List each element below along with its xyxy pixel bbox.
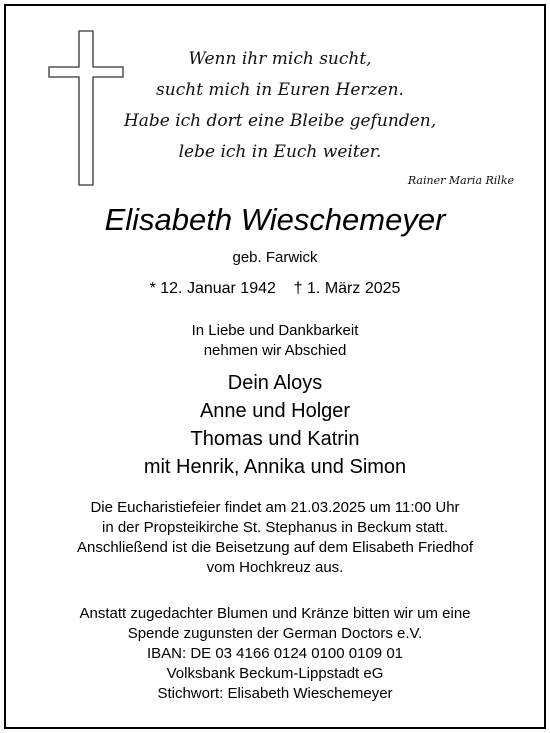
mourner: Thomas und Katrin xyxy=(190,428,360,450)
poem-author: Rainer Maria Rilke xyxy=(407,174,514,187)
mourners-list xyxy=(0,369,550,481)
maiden-name: geb. Farwick xyxy=(232,249,318,266)
donation-line: Volksbank Beckum-Lippstadt eG xyxy=(166,665,384,682)
service-line: in der Propsteikirche St. Stephanus in Beckum statt. xyxy=(101,519,448,536)
donation-line: IBAN: DE 03 4166 0124 0100 0109 01 xyxy=(146,645,404,662)
donation-line: Stichwort: Elisabeth Wieschemeyer xyxy=(157,685,393,702)
donation-line: Anstatt zugedachter Blumen und Kränze bitten wir um eine xyxy=(79,605,471,622)
life-dates: * 12. Januar 1942 † 1. März 2025 xyxy=(149,280,401,297)
service-line: Anschließend ist die Beisetzung auf dem Elisabeth Friedhof xyxy=(76,539,474,556)
service-info xyxy=(0,498,550,578)
farewell-text xyxy=(0,321,550,361)
donation-info xyxy=(0,604,550,704)
service-line: vom Hochkreuz aus. xyxy=(206,559,344,576)
farewell-line: In Liebe und Dankbarkeit xyxy=(191,322,359,339)
poem-line: Habe ich dort eine Bleibe gefunden, xyxy=(123,111,437,131)
poem xyxy=(100,44,460,168)
poem-line: Wenn ihr mich sucht, xyxy=(188,49,372,69)
deceased-name: Elisabeth Wieschemeyer xyxy=(104,202,446,237)
poem-line: lebe ich in Euch weiter. xyxy=(178,142,382,162)
service-line: Die Eucharistiefeier findet am 21.03.2025 um 11:00 Uhr xyxy=(90,499,460,516)
mourner: Anne und Holger xyxy=(199,400,351,422)
mourner: Dein Aloys xyxy=(227,372,323,394)
farewell-line: nehmen wir Abschied xyxy=(203,342,347,359)
donation-line: Spende zugunsten der German Doctors e.V. xyxy=(127,625,423,642)
poem-line: sucht mich in Euren Herzen. xyxy=(156,80,404,100)
mourner: mit Henrik, Annika und Simon xyxy=(143,456,407,478)
